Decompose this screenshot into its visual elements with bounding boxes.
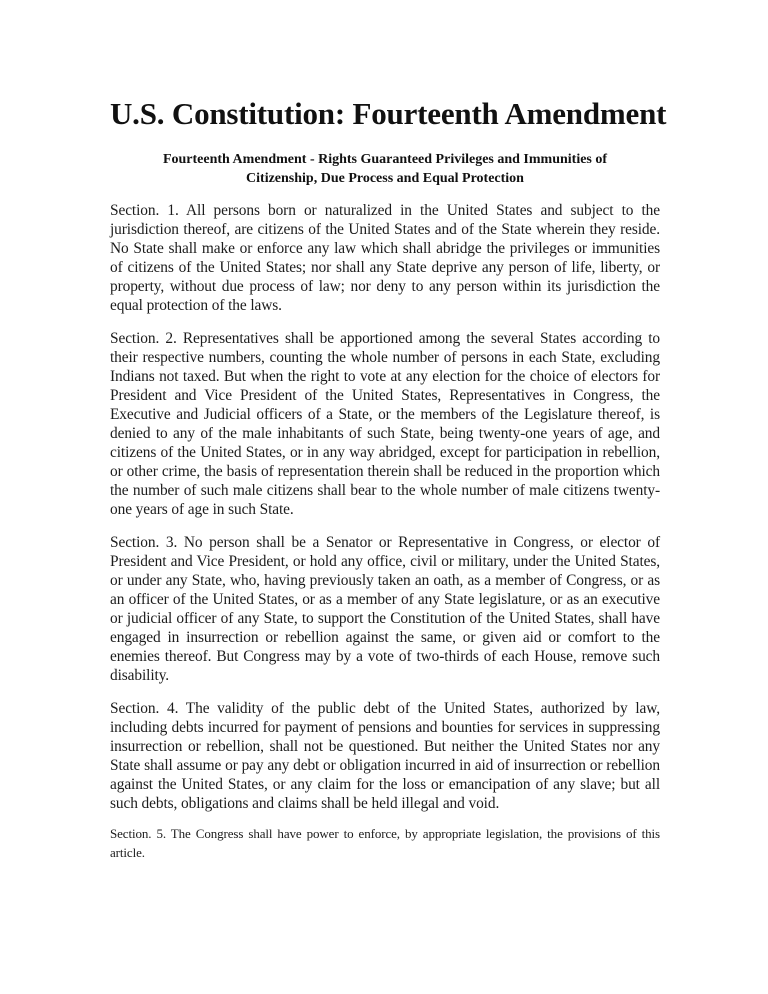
section-5-paragraph: Section. 5. The Congress shall have power to enforce, by appropriate legislation, the provisions of this article. [110, 826, 660, 860]
document-page [110, 0, 667, 862]
section-4-paragraph: Section. 4. The validity of the public debt of the United States, authorized by law, including debts incurred for payment of pensions and bounties for services in suppressing insurrection or rebellion, shall not be questioned. But neither the United States nor any State shall assume or pay any debt or obligation incurred in aid of insurrection or rebellion against the United States, or any claim for the loss or emancipation of any slave; but all such debts, obligations and claims shall be held illegal and void. [110, 700, 660, 812]
page-subtitle: Fourteenth Amendment - Rights Guaranteed Privileges and Immunities of Citizenship, Due Process and Equal Protection [162, 152, 608, 186]
page-title: U.S. Constitution: Fourteenth Amendment [110, 96, 667, 131]
section-1-paragraph: Section. 1. All persons born or naturalized in the United States and subject to the jurisdiction thereof, are citizens of the United States and of the State wherein they reside. No State shall make or enforce any law which shall abridge the privileges or immunities of citizens of the United States; nor shall any State deprive any person of life, liberty, or property, without due process of law; nor deny to any person within its jurisdiction the equal protection of the laws. [110, 202, 660, 314]
section-2-paragraph: Section. 2. Representatives shall be apportioned among the several States according to their respective numbers, counting the whole number of persons in each State, excluding Indians not taxed. But when the right to vote at any election for the choice of electors for President and Vice President of the United States, Representatives in Congress, the Executive and Judicial officers of a State, or the members of the Legislature thereof, is denied to any of the male inhabitants of such State, being twenty-one years of age, and citizens of the United States, or in any way abridged, except for participation in rebellion, or other crime, the basis of representation therein shall be reduced in the proportion which the number of such male citizens shall bear to the whole number of male citizens twenty-one years of age in such State. [110, 330, 660, 518]
section-3-paragraph: Section. 3. No person shall be a Senator or Representative in Congress, or elector of President and Vice President, or hold any office, civil or military, under the United States, or under any State, who, having previously taken an oath, as a member of Congress, or as an officer of the United States, or as a member of any State legislature, or as an executive or judicial officer of any State, to support the Constitution of the United States, shall have engaged in insurrection or rebellion against the same, or given aid or comfort to the enemies thereof. But Congress may by a vote of two-thirds of each House, remove such disability. [110, 534, 660, 684]
